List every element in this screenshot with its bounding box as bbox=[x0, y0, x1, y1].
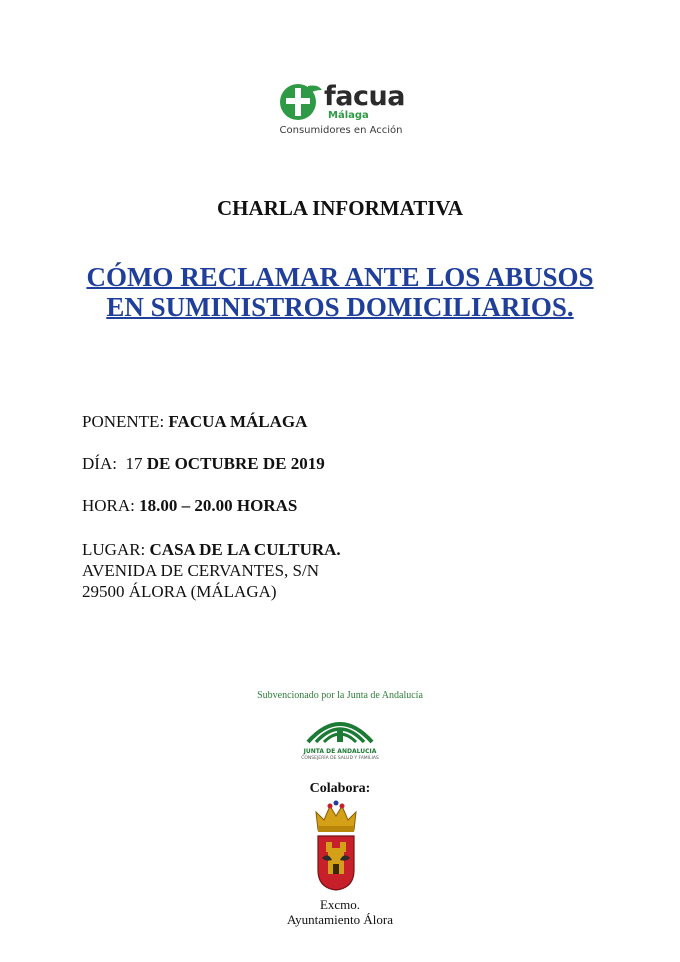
collaborator-line-2: Ayuntamiento Álora bbox=[286, 912, 394, 927]
talk-subject bbox=[0, 262, 680, 322]
junta-andalucia-logo bbox=[298, 712, 382, 768]
date-value: DE OCTUBRE DE 2019 bbox=[146, 454, 325, 473]
facua-logo-icon bbox=[278, 82, 324, 122]
colabora-label: Colabora: bbox=[309, 781, 371, 796]
speaker-value: FACUA MÁLAGA bbox=[168, 412, 308, 431]
page-heading: CHARLA INFORMATIVA bbox=[217, 196, 463, 220]
logo-city: Málaga bbox=[328, 110, 369, 121]
speaker-row bbox=[82, 412, 307, 432]
subject-line-1: CÓMO RECLAMAR ANTE LOS ABUSOS bbox=[86, 262, 594, 292]
alora-coat-of-arms-icon bbox=[312, 800, 360, 892]
junta-andalucia-emblem-icon bbox=[298, 712, 382, 748]
address-line-2: 29500 ÁLORA (MÁLAGA) bbox=[82, 582, 277, 601]
collaborator-line-1: Excmo. bbox=[319, 897, 361, 912]
time-label: HORA: bbox=[82, 496, 135, 515]
time-row bbox=[82, 496, 297, 516]
facua-logo bbox=[276, 80, 406, 140]
subject-line-2: EN SUMINISTROS DOMICILIARIOS. bbox=[106, 292, 574, 322]
logo-tagline: Consumidores en Acción bbox=[279, 125, 403, 136]
speaker-label: PONENTE: bbox=[82, 412, 165, 431]
date-label: DÍA: bbox=[82, 454, 117, 473]
place-row bbox=[82, 540, 341, 560]
junta-department: CONSEJERÍA DE SALUD Y FAMILIAS bbox=[301, 756, 379, 761]
address-line-1: AVENIDA DE CERVANTES, S/N bbox=[82, 561, 319, 580]
date-day: 17 bbox=[125, 454, 143, 473]
junta-name: JUNTA DE ANDALUCIA bbox=[303, 748, 377, 755]
place-value: CASA DE LA CULTURA. bbox=[149, 540, 341, 559]
time-value: 18.00 – 20.00 HORAS bbox=[139, 496, 298, 515]
logo-brand: facua bbox=[324, 81, 405, 112]
subsidy-text: Subvencionado por la Junta de Andalucía bbox=[257, 690, 423, 701]
place-label: LUGAR: bbox=[82, 540, 146, 559]
date-row bbox=[82, 454, 325, 474]
